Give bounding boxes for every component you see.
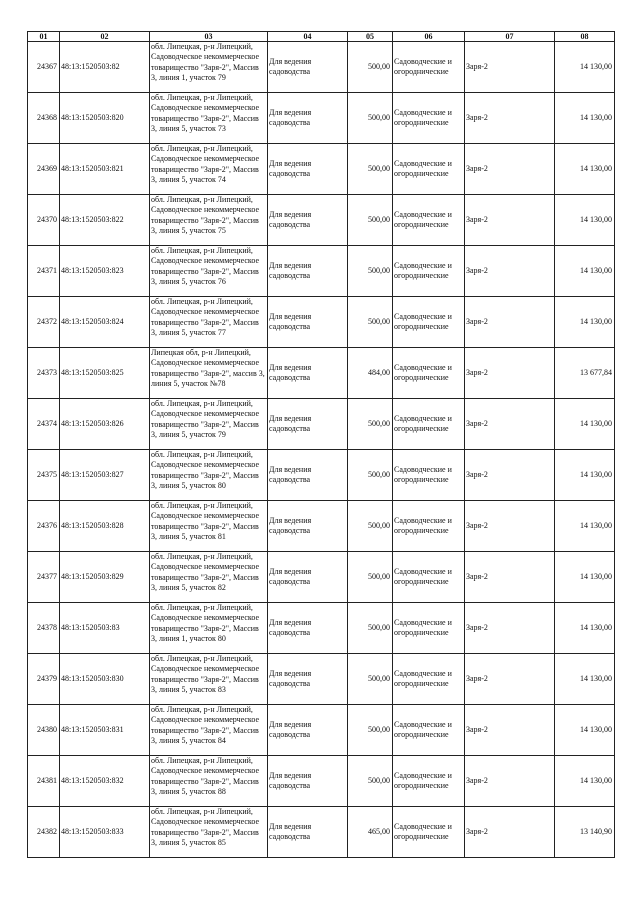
cell-category: Садоводческие и огороднические <box>393 705 465 756</box>
column-header: 05 <box>348 32 393 42</box>
table-row <box>28 654 615 705</box>
address-text: обл. Липецкая, р-н Липецкий, Садоводческое некоммерческое товарищество "Заря-2", Массив 3, линия 5, участок 83 <box>151 654 260 695</box>
cell-cadastral-value: 14 130,00 <box>555 450 615 501</box>
cell-partnership: Заря-2 <box>465 195 555 246</box>
cell-area: 500,00 <box>348 654 393 705</box>
address-text: обл. Липецкая, р-н Липецкий, Садоводческое некоммерческое товарищество "Заря-2", Массив 3, линия 5, участок 84 <box>151 705 260 746</box>
address-text: обл. Липецкая, р-н Липецкий, Садоводческое некоммерческое товарищество "Заря-2", Массив 3, линия 1, участок 80 <box>151 603 260 644</box>
cell-partnership: Заря-2 <box>465 552 555 603</box>
cell-cadastral-number: 48:13:1520503:824 <box>60 297 150 348</box>
cell-purpose: Для ведения садоводства <box>268 93 348 144</box>
cell-row-number: 24375 <box>28 450 60 501</box>
cell-partnership: Заря-2 <box>465 348 555 399</box>
cell-purpose: Для ведения садоводства <box>268 807 348 858</box>
cell-area: 500,00 <box>348 450 393 501</box>
cell-category: Садоводческие и огороднические <box>393 807 465 858</box>
table-row <box>28 807 615 858</box>
cell-row-number: 24379 <box>28 654 60 705</box>
cell-row-number: 24376 <box>28 501 60 552</box>
address-text: обл. Липецкая, р-н Липецкий, Садоводческое некоммерческое товарищество "Заря-2", Массив 3, линия 5, участок 79 <box>151 399 260 440</box>
table-row <box>28 42 615 93</box>
cell-row-number: 24382 <box>28 807 60 858</box>
cell-category: Садоводческие и огороднические <box>393 42 465 93</box>
column-header: 06 <box>393 32 465 42</box>
cell-address <box>150 399 268 450</box>
cell-cadastral-value: 13 140,90 <box>555 807 615 858</box>
cell-cadastral-value: 14 130,00 <box>555 501 615 552</box>
cell-category: Садоводческие и огороднические <box>393 501 465 552</box>
cell-category: Садоводческие и огороднические <box>393 297 465 348</box>
address-text: обл. Липецкая, р-н Липецкий, Садоводческое некоммерческое товарищество "Заря-2", Массив 3, линия 5, участок 76 <box>151 246 260 287</box>
cell-partnership: Заря-2 <box>465 756 555 807</box>
cell-cadastral-value: 14 130,00 <box>555 705 615 756</box>
cell-row-number: 24378 <box>28 603 60 654</box>
cell-row-number: 24373 <box>28 348 60 399</box>
cell-purpose: Для ведения садоводства <box>268 399 348 450</box>
cell-partnership: Заря-2 <box>465 399 555 450</box>
cell-category: Садоводческие и огороднические <box>393 603 465 654</box>
cell-partnership: Заря-2 <box>465 246 555 297</box>
cell-address <box>150 552 268 603</box>
cell-cadastral-number: 48:13:1520503:831 <box>60 705 150 756</box>
cell-area: 500,00 <box>348 144 393 195</box>
address-text: обл. Липецкая, р-н Липецкий, Садоводческое некоммерческое товарищество "Заря-2", Массив 3, линия 5, участок 85 <box>151 807 260 848</box>
cell-partnership: Заря-2 <box>465 450 555 501</box>
cell-row-number: 24369 <box>28 144 60 195</box>
cell-category: Садоводческие и огороднические <box>393 654 465 705</box>
cell-cadastral-value: 14 130,00 <box>555 603 615 654</box>
column-header: 03 <box>150 32 268 42</box>
cell-address <box>150 297 268 348</box>
table-row <box>28 399 615 450</box>
table-row <box>28 501 615 552</box>
cell-cadastral-number: 48:13:1520503:828 <box>60 501 150 552</box>
address-text: обл. Липецкая, р-н Липецкий, Садоводческое некоммерческое товарищество "Заря-2", Массив 3, линия 5, участок 88 <box>151 756 260 797</box>
cell-area: 500,00 <box>348 195 393 246</box>
cell-address <box>150 756 268 807</box>
address-text: обл. Липецкая, р-н Липецкий, Садоводческое некоммерческое товарищество "Заря-2", Массив 3, линия 5, участок 80 <box>151 450 260 491</box>
cell-row-number: 24371 <box>28 246 60 297</box>
document-page <box>27 31 614 858</box>
cell-area: 500,00 <box>348 246 393 297</box>
column-header: 07 <box>465 32 555 42</box>
cell-cadastral-number: 48:13:1520503:827 <box>60 450 150 501</box>
cell-area: 500,00 <box>348 756 393 807</box>
cell-category: Садоводческие и огороднические <box>393 399 465 450</box>
address-text: обл. Липецкая, р-н Липецкий, Садоводческое некоммерческое товарищество "Заря-2", Массив 3, линия 5, участок 81 <box>151 501 260 542</box>
cell-cadastral-value: 14 130,00 <box>555 144 615 195</box>
cell-purpose: Для ведения садоводства <box>268 42 348 93</box>
cell-category: Садоводческие и огороднические <box>393 756 465 807</box>
cell-cadastral-number: 48:13:1520503:83 <box>60 603 150 654</box>
cell-row-number: 24370 <box>28 195 60 246</box>
table-row <box>28 93 615 144</box>
cell-cadastral-number: 48:13:1520503:825 <box>60 348 150 399</box>
address-text: обл. Липецкая, р-н Липецкий, Садоводческое некоммерческое товарищество "Заря-2", Массив 3, линия 1, участок 79 <box>151 42 260 83</box>
cell-address <box>150 348 268 399</box>
cell-cadastral-number: 48:13:1520503:822 <box>60 195 150 246</box>
cell-cadastral-number: 48:13:1520503:820 <box>60 93 150 144</box>
address-text: обл. Липецкая, р-н Липецкий, Садоводческое некоммерческое товарищество "Заря-2", Массив 3, линия 5, участок 75 <box>151 195 260 236</box>
table-row <box>28 756 615 807</box>
cell-row-number: 24367 <box>28 42 60 93</box>
cell-purpose: Для ведения садоводства <box>268 705 348 756</box>
cell-area: 465,00 <box>348 807 393 858</box>
cell-purpose: Для ведения садоводства <box>268 348 348 399</box>
table-row <box>28 195 615 246</box>
cell-row-number: 24380 <box>28 705 60 756</box>
cell-partnership: Заря-2 <box>465 42 555 93</box>
cell-purpose: Для ведения садоводства <box>268 552 348 603</box>
address-text: обл. Липецкая, р-н Липецкий, Садоводческое некоммерческое товарищество "Заря-2", Массив 3, линия 5, участок 74 <box>151 144 260 185</box>
cell-cadastral-number: 48:13:1520503:82 <box>60 42 150 93</box>
address-text: обл. Липецкая, р-н Липецкий, Садоводческое некоммерческое товарищество "Заря-2", Массив 3, линия 5, участок 73 <box>151 93 260 134</box>
cell-address <box>150 450 268 501</box>
table-row <box>28 144 615 195</box>
cell-partnership: Заря-2 <box>465 705 555 756</box>
cell-category: Садоводческие и огороднические <box>393 246 465 297</box>
cell-area: 500,00 <box>348 705 393 756</box>
table-row <box>28 552 615 603</box>
column-header: 02 <box>60 32 150 42</box>
cell-address <box>150 807 268 858</box>
column-header: 04 <box>268 32 348 42</box>
cell-area: 500,00 <box>348 552 393 603</box>
cell-cadastral-value: 14 130,00 <box>555 93 615 144</box>
cell-cadastral-value: 14 130,00 <box>555 399 615 450</box>
cell-row-number: 24374 <box>28 399 60 450</box>
cell-cadastral-value: 14 130,00 <box>555 195 615 246</box>
cell-partnership: Заря-2 <box>465 807 555 858</box>
cell-partnership: Заря-2 <box>465 603 555 654</box>
cell-cadastral-number: 48:13:1520503:829 <box>60 552 150 603</box>
cell-category: Садоводческие и огороднические <box>393 144 465 195</box>
cell-category: Садоводческие и огороднические <box>393 195 465 246</box>
table-row <box>28 348 615 399</box>
cell-area: 500,00 <box>348 297 393 348</box>
cell-purpose: Для ведения садоводства <box>268 603 348 654</box>
cell-row-number: 24377 <box>28 552 60 603</box>
cell-area: 500,00 <box>348 603 393 654</box>
cell-area: 500,00 <box>348 42 393 93</box>
cell-address <box>150 42 268 93</box>
table-row <box>28 246 615 297</box>
cell-category: Садоводческие и огороднические <box>393 348 465 399</box>
cell-area: 484,00 <box>348 348 393 399</box>
table-row <box>28 297 615 348</box>
cell-cadastral-number: 48:13:1520503:830 <box>60 654 150 705</box>
cell-cadastral-value: 13 677,84 <box>555 348 615 399</box>
column-header: 08 <box>555 32 615 42</box>
cell-partnership: Заря-2 <box>465 501 555 552</box>
cell-area: 500,00 <box>348 399 393 450</box>
cell-cadastral-number: 48:13:1520503:821 <box>60 144 150 195</box>
cell-category: Садоводческие и огороднические <box>393 552 465 603</box>
cell-address <box>150 705 268 756</box>
table-row <box>28 705 615 756</box>
cell-cadastral-value: 14 130,00 <box>555 552 615 603</box>
cell-category: Садоводческие и огороднические <box>393 93 465 144</box>
cell-purpose: Для ведения садоводства <box>268 246 348 297</box>
cell-address <box>150 195 268 246</box>
cell-cadastral-value: 14 130,00 <box>555 246 615 297</box>
cell-cadastral-value: 14 130,00 <box>555 42 615 93</box>
cell-area: 500,00 <box>348 501 393 552</box>
cell-purpose: Для ведения садоводства <box>268 654 348 705</box>
cell-purpose: Для ведения садоводства <box>268 195 348 246</box>
cell-cadastral-number: 48:13:1520503:833 <box>60 807 150 858</box>
cell-address <box>150 501 268 552</box>
cell-area: 500,00 <box>348 93 393 144</box>
address-text: обл. Липецкая, р-н Липецкий, Садоводческое некоммерческое товарищество "Заря-2", Массив 3, линия 5, участок 77 <box>151 297 260 338</box>
cell-address <box>150 246 268 297</box>
cell-row-number: 24372 <box>28 297 60 348</box>
cell-address <box>150 144 268 195</box>
cell-purpose: Для ведения садоводства <box>268 501 348 552</box>
cell-partnership: Заря-2 <box>465 654 555 705</box>
cell-purpose: Для ведения садоводства <box>268 450 348 501</box>
cell-row-number: 24368 <box>28 93 60 144</box>
table-header-row <box>28 32 615 42</box>
cell-address <box>150 93 268 144</box>
cell-purpose: Для ведения садоводства <box>268 297 348 348</box>
address-text: обл. Липецкая, р-н Липецкий, Садоводческое некоммерческое товарищество "Заря-2", Массив 3, линия 5, участок 82 <box>151 552 260 593</box>
table-row <box>28 450 615 501</box>
cell-cadastral-value: 14 130,00 <box>555 756 615 807</box>
column-header: 01 <box>28 32 60 42</box>
cell-partnership: Заря-2 <box>465 144 555 195</box>
cell-purpose: Для ведения садоводства <box>268 144 348 195</box>
cell-address <box>150 603 268 654</box>
cell-row-number: 24381 <box>28 756 60 807</box>
cell-address <box>150 654 268 705</box>
cell-partnership: Заря-2 <box>465 297 555 348</box>
cell-category: Садоводческие и огороднические <box>393 450 465 501</box>
land-registry-table <box>27 31 615 858</box>
cell-partnership: Заря-2 <box>465 93 555 144</box>
cell-cadastral-number: 48:13:1520503:826 <box>60 399 150 450</box>
cell-cadastral-number: 48:13:1520503:832 <box>60 756 150 807</box>
address-text: Липецкая обл, р-н Липецкий, Садоводческое некоммерческое товарищество "Заря-2", массив 3, линия 5, участок №78 <box>151 348 265 389</box>
cell-cadastral-value: 14 130,00 <box>555 654 615 705</box>
cell-cadastral-value: 14 130,00 <box>555 297 615 348</box>
cell-purpose: Для ведения садоводства <box>268 756 348 807</box>
table-row <box>28 603 615 654</box>
cell-cadastral-number: 48:13:1520503:823 <box>60 246 150 297</box>
